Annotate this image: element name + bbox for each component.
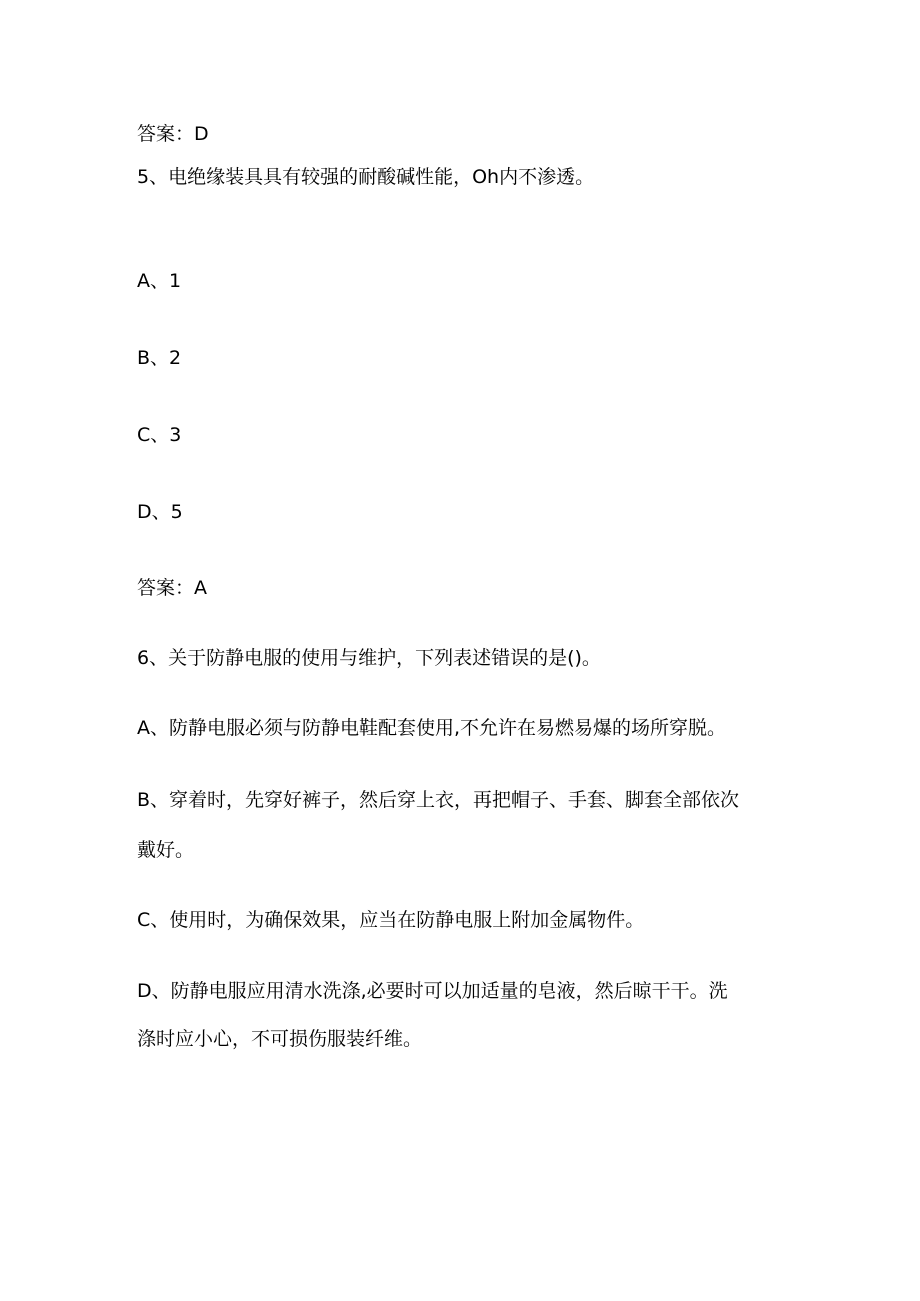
q4-answer: 答案：D [137, 123, 209, 145]
q6-option-b-line1: B、穿着时，先穿好裤子，然后穿上衣，再把帽子、手套、脚套全部依次 [137, 789, 740, 811]
q5-option-c: C、3 [137, 424, 182, 446]
q5-option-d: D、5 [137, 501, 183, 523]
q6-stem: 6、关于防静电服的使用与维护，下列表述错误的是()。 [137, 647, 601, 669]
q6-option-a: A、防静电服必须与防静电鞋配套使用,不允许在易燃易爆的场所穿脱。 [137, 717, 727, 739]
q6-option-d-line2: 涤时应小心，不可损伤服装纤维。 [137, 1028, 423, 1050]
q6-option-d-line1: D、防静电服应用清水洗涤,必要时可以加适量的皂液，然后晾干干。洗 [137, 980, 728, 1002]
q5-option-b: B、2 [137, 347, 182, 369]
q5-option-a: A、1 [137, 270, 182, 292]
q6-option-c: C、使用时，为确保效果，应当在防静电服上附加金属物件。 [137, 909, 645, 931]
q5-stem: 5、电绝缘装具具有较强的耐酸碱性能，Oh内不渗透。 [137, 166, 595, 188]
q6-option-b-line2: 戴好。 [137, 839, 195, 861]
q5-answer: 答案：A [137, 577, 207, 599]
